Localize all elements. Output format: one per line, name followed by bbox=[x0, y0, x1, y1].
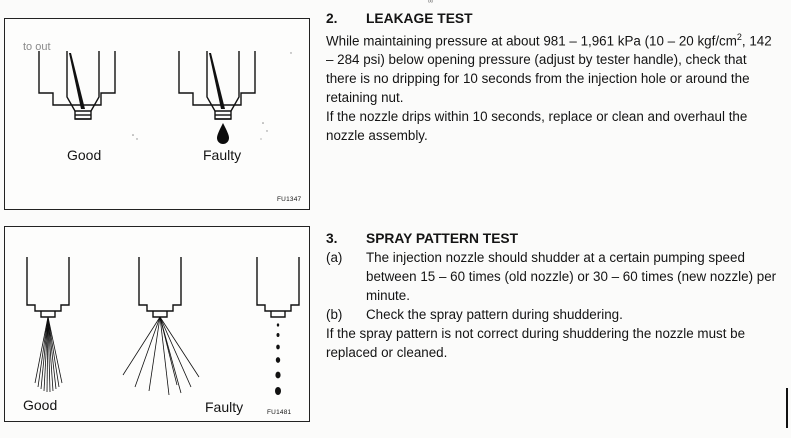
figure-code: FU1347 bbox=[277, 196, 302, 203]
section-number: 3. bbox=[326, 231, 338, 246]
caption-good: Good bbox=[23, 397, 58, 413]
item-marker: (b) bbox=[326, 307, 343, 322]
spray-nozzle-drawing bbox=[5, 227, 310, 422]
spray-pattern-section bbox=[326, 229, 778, 362]
superscript: 2 bbox=[736, 32, 742, 42]
section-title: LEAKAGE TEST bbox=[366, 11, 473, 26]
leakage-paragraph-2: If the nozzle drips within 10 seconds, replace or clean and overhaul the nozzle assembly. bbox=[326, 109, 748, 144]
faulty-spray-streams bbox=[123, 317, 199, 395]
caption-faulty: Faulty bbox=[203, 147, 242, 163]
section-heading bbox=[326, 9, 778, 28]
caption-good: Good bbox=[67, 147, 102, 163]
figure-code: FU1481 bbox=[267, 409, 292, 416]
para-text: , 142 – 284 psi) below opening pressure (adjust by tester handle), check that there is no dripping for 10 seconds from the injection hole or around the retaining nut. bbox=[326, 33, 772, 106]
section-title: SPRAY PATTERN TEST bbox=[366, 231, 519, 246]
spray-pattern-figure bbox=[4, 226, 310, 422]
good-spray-cone bbox=[35, 317, 62, 392]
leakage-paragraph-1 bbox=[326, 28, 778, 107]
fuel-drip bbox=[217, 123, 229, 144]
page-edge bbox=[786, 388, 788, 428]
item-marker: (a) bbox=[326, 250, 343, 265]
leakage-test-figure bbox=[4, 18, 310, 210]
page-mark: ºº bbox=[428, 0, 434, 7]
section-heading bbox=[326, 229, 778, 248]
leakage-nozzle-drawing bbox=[5, 19, 310, 210]
caption-faulty: Faulty bbox=[205, 399, 244, 415]
para-text: While maintaining pressure at about 981 – 1,961 kPa (10 – 20 kgf/cm bbox=[326, 33, 737, 49]
faulty-drip-trail bbox=[275, 323, 281, 395]
section-number: 2. bbox=[326, 11, 338, 26]
leakage-test-section bbox=[326, 9, 778, 145]
spray-paragraph: If the spray pattern is not correct during shuddering the nozzle must be replaced or cleaned. bbox=[326, 326, 746, 360]
list-item bbox=[326, 248, 778, 305]
item-text: The injection nozzle should shudder at a certain pumping speed between 15 – 60 times (old nozzle) or 30 – 60 times (new nozzle) per minute. bbox=[366, 250, 777, 303]
faint-label: to out bbox=[23, 41, 51, 53]
item-text: Check the spray pattern during shuddering. bbox=[366, 307, 623, 322]
list-item bbox=[326, 305, 778, 324]
